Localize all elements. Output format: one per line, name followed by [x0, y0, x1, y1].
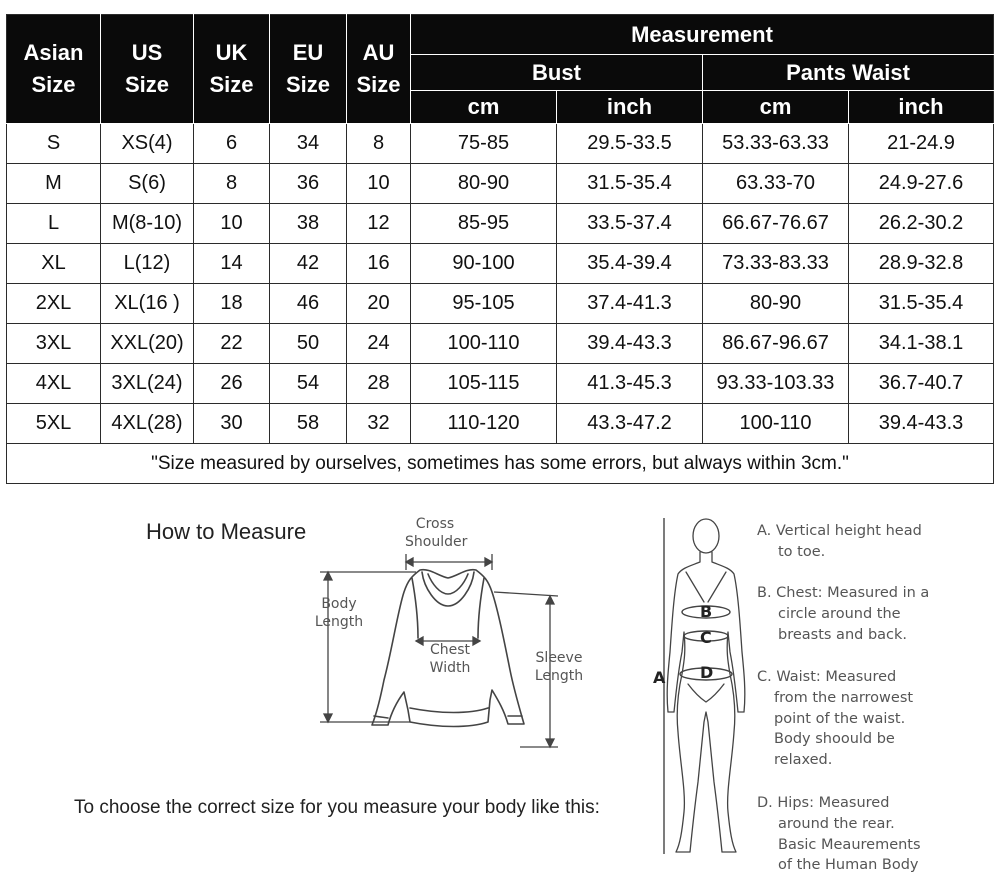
- header-uk-size: UK Size: [194, 15, 270, 124]
- cell-waist-inch: 36.7-40.7: [849, 364, 994, 404]
- header-asian-size: Asian Size: [7, 15, 101, 124]
- header-au-size: AU Size: [347, 15, 411, 124]
- cell-au-size: 20: [347, 284, 411, 324]
- cell-us-size: XXL(20): [101, 324, 194, 364]
- header-measurement: Measurement: [411, 15, 994, 55]
- cell-bust-cm: 110-120: [411, 404, 557, 444]
- cell-waist-cm: 80-90: [703, 284, 849, 324]
- cell-us-size: XL(16 ): [101, 284, 194, 324]
- cell-asian-size: S: [7, 124, 101, 164]
- cell-uk-size: 22: [194, 324, 270, 364]
- body-length-label: Body Length: [314, 596, 364, 630]
- cell-au-size: 10: [347, 164, 411, 204]
- cell-eu-size: 42: [270, 244, 347, 284]
- table-row: [7, 204, 994, 244]
- cell-bust-cm: 105-115: [411, 364, 557, 404]
- cell-eu-size: 54: [270, 364, 347, 404]
- cell-waist-cm: 66.67-76.67: [703, 204, 849, 244]
- cell-us-size: XS(4): [101, 124, 194, 164]
- table-row: [7, 404, 994, 444]
- header-eu-size: EU Size: [270, 15, 347, 124]
- cell-us-size: 4XL(28): [101, 404, 194, 444]
- cell-bust-inch: 33.5-37.4: [557, 204, 703, 244]
- legend-item-c: C. Waist: Measured from the narrowest point of the waist. Body shoould be relaxed.: [757, 669, 914, 769]
- cell-waist-cm: 93.33-103.33: [703, 364, 849, 404]
- cell-us-size: 3XL(24): [101, 364, 194, 404]
- cell-bust-cm: 95-105: [411, 284, 557, 324]
- header-bust: Bust: [411, 55, 703, 90]
- cell-uk-size: 26: [194, 364, 270, 404]
- cell-bust-cm: 85-95: [411, 204, 557, 244]
- cell-waist-inch: 34.1-38.1: [849, 324, 994, 364]
- cell-uk-size: 10: [194, 204, 270, 244]
- cell-asian-size: 2XL: [7, 284, 101, 324]
- choose-size-instruction: To choose the correct size for you measure your body like this:: [74, 797, 600, 818]
- cell-waist-inch: 24.9-27.6: [849, 164, 994, 204]
- sleeve-length-label: Sleeve Length: [534, 650, 584, 684]
- table-row: [7, 124, 994, 164]
- table-row: [7, 244, 994, 284]
- body-figure-illustration: [660, 512, 752, 864]
- cell-eu-size: 50: [270, 324, 347, 364]
- cell-waist-cm: 73.33-83.33: [703, 244, 849, 284]
- cell-bust-cm: 80-90: [411, 164, 557, 204]
- marker-a: A: [653, 668, 666, 687]
- marker-d: D: [700, 663, 714, 682]
- cell-waist-inch: 26.2-30.2: [849, 204, 994, 244]
- cell-waist-cm: 86.67-96.67: [703, 324, 849, 364]
- cell-asian-size: 4XL: [7, 364, 101, 404]
- cell-us-size: M(8-10): [101, 204, 194, 244]
- cell-waist-cm: 53.33-63.33: [703, 124, 849, 164]
- cell-au-size: 24: [347, 324, 411, 364]
- cell-bust-inch: 39.4-43.3: [557, 324, 703, 364]
- cell-asian-size: 3XL: [7, 324, 101, 364]
- header-us-size: US Size: [101, 15, 194, 124]
- cell-au-size: 8: [347, 124, 411, 164]
- cell-au-size: 12: [347, 204, 411, 244]
- cell-au-size: 28: [347, 364, 411, 404]
- cell-waist-cm: 63.33-70: [703, 164, 849, 204]
- cell-au-size: 16: [347, 244, 411, 284]
- cell-eu-size: 46: [270, 284, 347, 324]
- cell-au-size: 32: [347, 404, 411, 444]
- cell-asian-size: L: [7, 204, 101, 244]
- cell-bust-inch: 35.4-39.4: [557, 244, 703, 284]
- cell-bust-cm: 75-85: [411, 124, 557, 164]
- cell-eu-size: 34: [270, 124, 347, 164]
- cell-bust-cm: 90-100: [411, 244, 557, 284]
- cell-uk-size: 14: [194, 244, 270, 284]
- cell-eu-size: 58: [270, 404, 347, 444]
- cell-uk-size: 18: [194, 284, 270, 324]
- cell-uk-size: 6: [194, 124, 270, 164]
- size-chart-table: [6, 14, 994, 484]
- cell-waist-cm: 100-110: [703, 404, 849, 444]
- cell-waist-inch: 21-24.9: [849, 124, 994, 164]
- how-to-measure-title: How to Measure: [146, 519, 307, 544]
- header-bust-inch: inch: [557, 90, 703, 123]
- cell-us-size: L(12): [101, 244, 194, 284]
- cell-waist-inch: 39.4-43.3: [849, 404, 994, 444]
- legend-item-b: B. Chest: Measured in a circle around the breasts and back.: [757, 585, 930, 643]
- cell-asian-size: M: [7, 164, 101, 204]
- cell-bust-inch: 31.5-35.4: [557, 164, 703, 204]
- cell-waist-inch: 31.5-35.4: [849, 284, 994, 324]
- cell-eu-size: 38: [270, 204, 347, 244]
- header-waist-inch: inch: [849, 90, 994, 123]
- cell-bust-inch: 43.3-47.2: [557, 404, 703, 444]
- cell-asian-size: 5XL: [7, 404, 101, 444]
- cell-eu-size: 36: [270, 164, 347, 204]
- marker-b: B: [700, 602, 713, 621]
- table-row: [7, 324, 994, 364]
- table-row: [7, 164, 994, 204]
- measurement-note: "Size measured by ourselves, sometimes has some errors, but always within 3cm.": [7, 444, 994, 484]
- cell-bust-inch: 37.4-41.3: [557, 284, 703, 324]
- header-waist-cm: cm: [703, 90, 849, 123]
- cell-uk-size: 30: [194, 404, 270, 444]
- cross-shoulder-label: Cross Shoulder: [405, 516, 468, 550]
- legend-item-d: D. Hips: Measured around the rear. Basic Meaurements of the Human Body: [757, 795, 921, 874]
- marker-c: C: [700, 628, 712, 647]
- cell-bust-inch: 41.3-45.3: [557, 364, 703, 404]
- table-row: [7, 284, 994, 324]
- cell-uk-size: 8: [194, 164, 270, 204]
- legend-item-a: A. Vertical height head to toe.: [757, 523, 922, 560]
- measurement-legend: [757, 521, 997, 876]
- cell-bust-cm: 100-110: [411, 324, 557, 364]
- cell-asian-size: XL: [7, 244, 101, 284]
- header-pants-waist: Pants Waist: [703, 55, 994, 90]
- header-bust-cm: cm: [411, 90, 557, 123]
- table-row: [7, 364, 994, 404]
- cell-bust-inch: 29.5-33.5: [557, 124, 703, 164]
- chest-width-label: Chest Width: [429, 642, 471, 676]
- cell-us-size: S(6): [101, 164, 194, 204]
- cell-waist-inch: 28.9-32.8: [849, 244, 994, 284]
